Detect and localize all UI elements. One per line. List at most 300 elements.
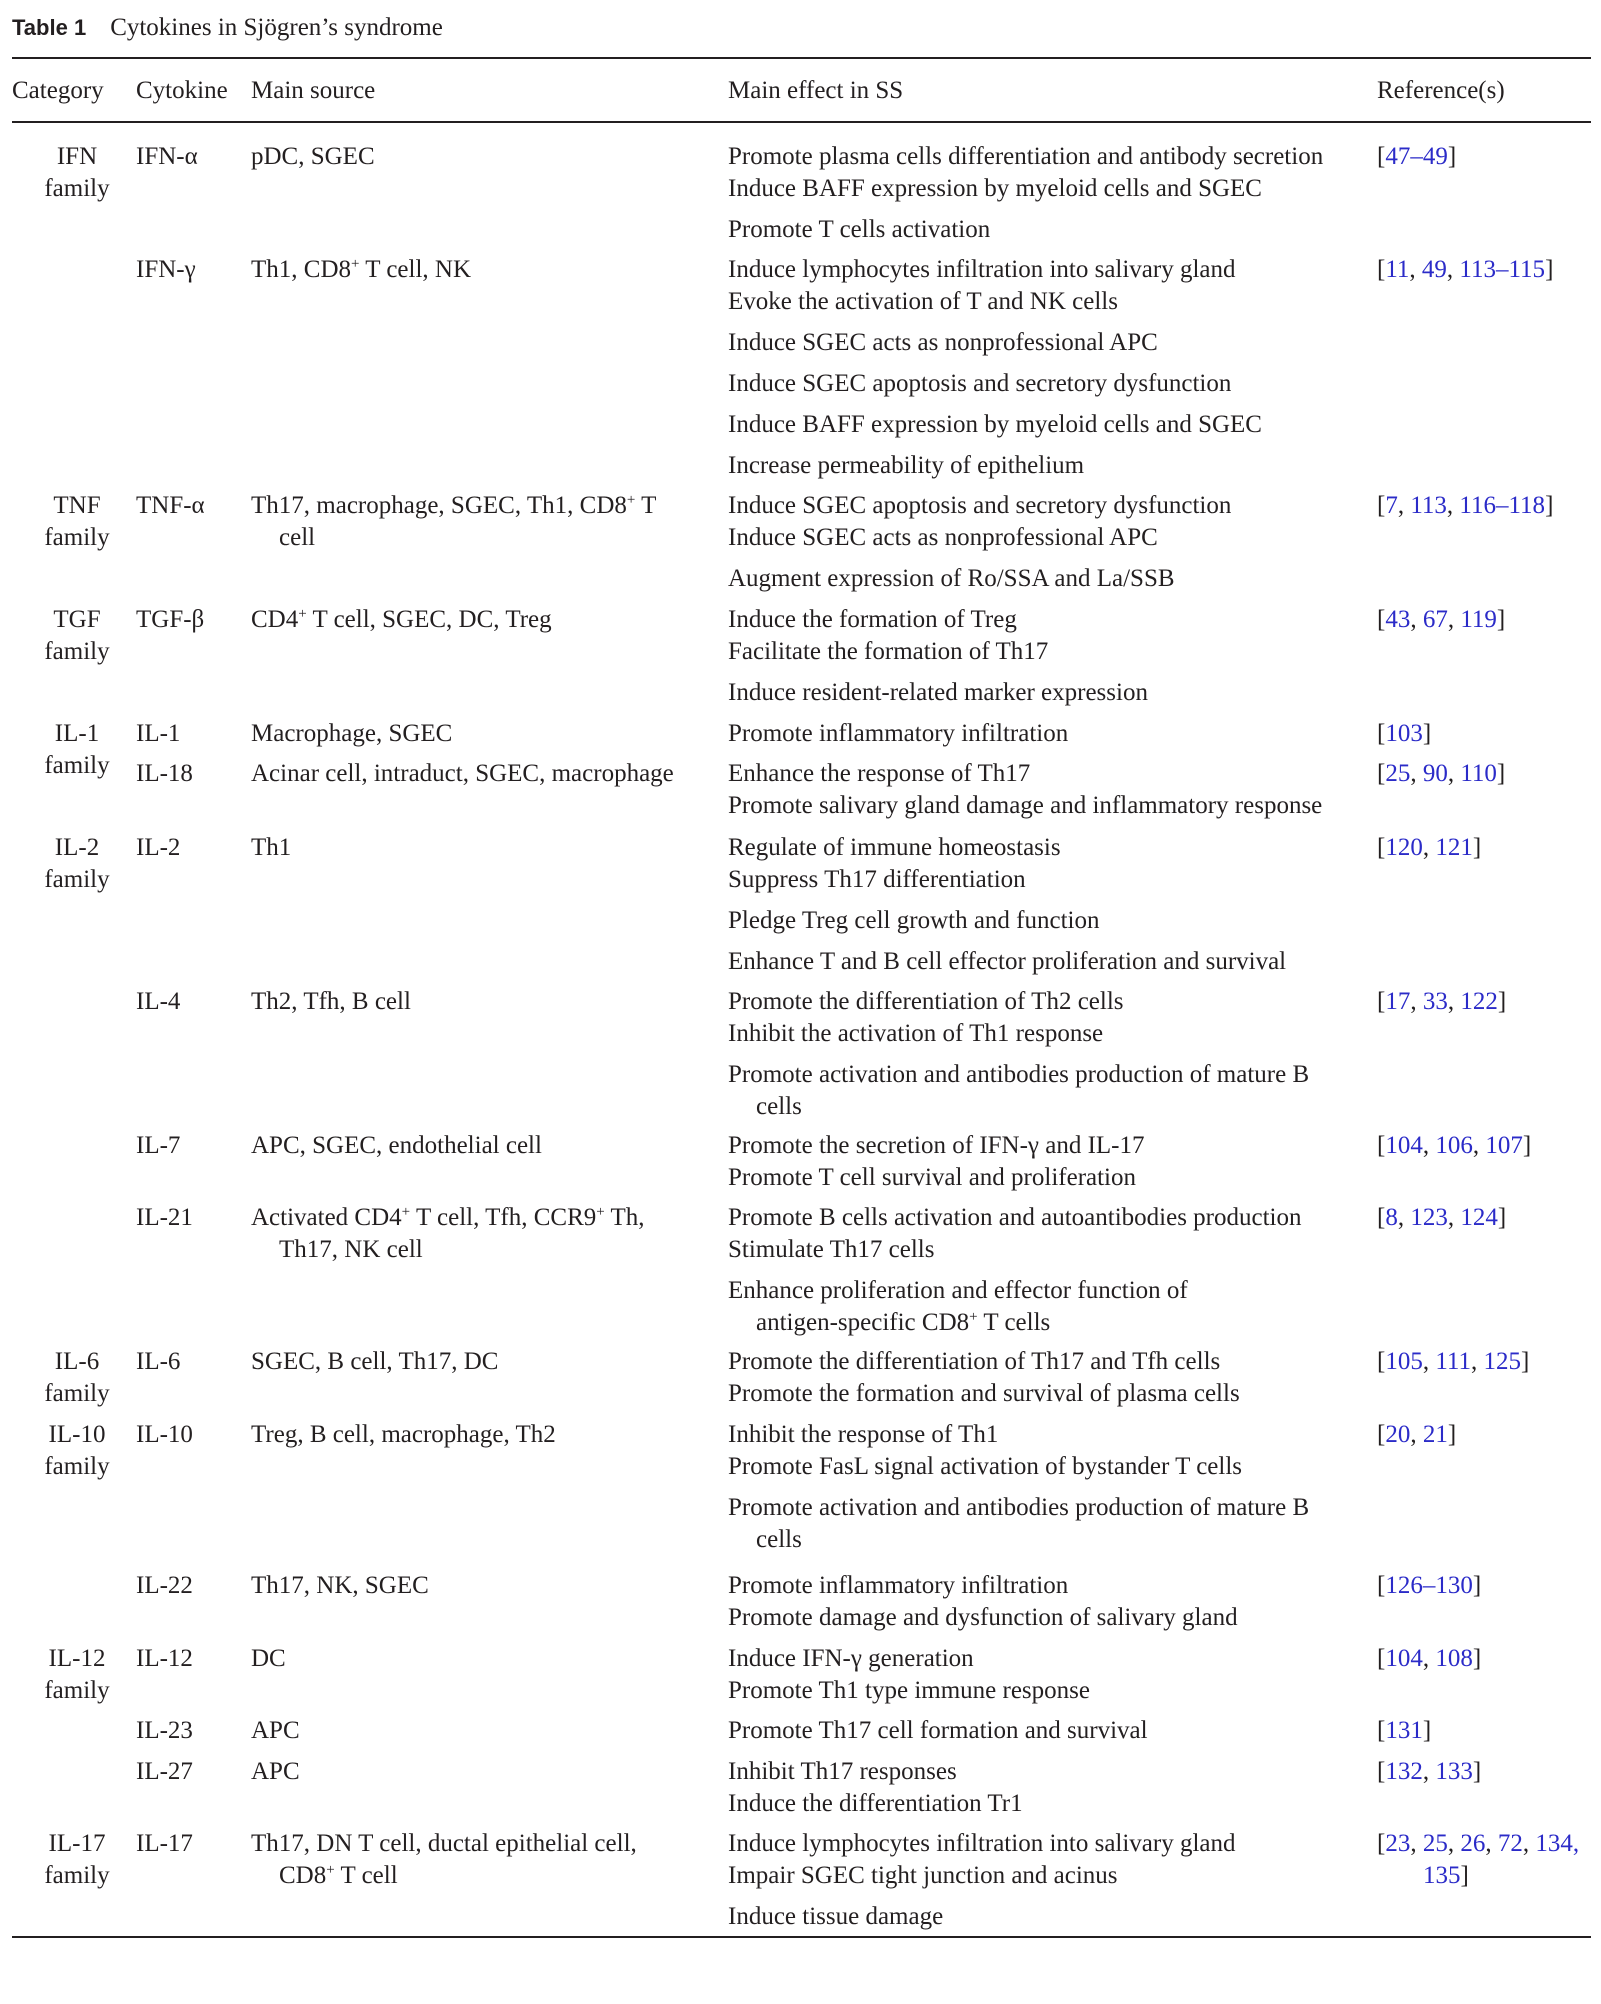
effect-item [728,141,1323,173]
open-bracket: [ [1377,1645,1386,1672]
cell-line [728,368,1231,400]
effect-item [728,368,1231,400]
category-text: family [44,1453,110,1480]
cell-text: Th17, macrophage, SGEC, Th1, CD8 [251,492,627,519]
open-bracket: [ [1377,988,1386,1015]
cell-text: T cell [334,1862,398,1889]
cell-line [251,1234,645,1266]
superscript-plus: + [596,1204,605,1220]
open-bracket: [ [1377,720,1386,747]
category-text: IFN [56,143,98,170]
cell-line [251,1570,429,1602]
header-cytokine: Cytokine [136,77,228,104]
cell-line [728,677,1148,709]
cell-text: Acinar cell, intraduct, SGEC, macrophage [251,760,674,787]
open-bracket: [ [1377,1830,1386,1857]
cell-text: T cell, SGEC, DC, Treg [306,606,552,633]
separator: , [1447,760,1461,787]
open-bracket: [ [1377,606,1386,633]
category-cell [12,718,142,782]
separator: , [1397,1204,1411,1231]
cell-text: cell [279,524,316,551]
category-text: family [44,1677,110,1704]
effect-item [728,490,1231,522]
main-source-cell [251,1202,645,1266]
cell-text: Induce SGEC apoptosis and secretory dysfunction [728,370,1232,397]
cell-line [728,1715,1148,1747]
cell-text: Th2, Tfh, B cell [251,988,411,1015]
main-source-cell [251,490,656,554]
effect-item [728,604,1017,636]
close-bracket: ] [1496,606,1506,633]
cell-line [728,490,1231,522]
main-source-cell [251,1419,556,1451]
category-text: family [44,1862,110,1889]
references-cell [1377,718,1431,750]
cell-line [728,1756,957,1788]
reference-link[interactable]: 134, [1535,1830,1580,1857]
table-label: Table 1 [12,15,87,40]
cell-line [728,522,1158,554]
reference-link[interactable]: 105 [1385,1348,1423,1375]
reference-link[interactable]: 133 [1435,1758,1473,1785]
superscript-plus: + [626,492,636,508]
cell-line [728,1130,1145,1162]
cell-line [728,986,1124,1018]
effect-item [728,1059,1309,1123]
main-source-cell [251,718,452,750]
cell-text: Promote B cells activation and autoantibodies production [728,1204,1302,1231]
open-bracket: [ [1377,143,1386,170]
reference-link[interactable]: 49 [1421,256,1447,283]
reference-line [1377,1202,1506,1234]
effect-item [728,1275,1188,1339]
reference-line [1377,604,1505,636]
close-bracket: ] [1472,1645,1482,1672]
effect-item [728,1018,1103,1050]
references-cell [1377,1643,1481,1675]
cell-text: Th1, CD8 [251,256,351,283]
separator: , [1397,492,1411,519]
reference-link[interactable]: 113 [1410,492,1447,519]
effect-item [728,864,1026,896]
cell-line [728,1202,1302,1234]
cell-text: antigen-specific CD8 [756,1309,970,1336]
reference-link[interactable]: 43 [1385,606,1411,633]
references-cell [1377,1756,1481,1788]
cell-line [728,173,1262,205]
effect-item [728,636,1048,668]
cell-line [728,286,1118,318]
reference-link[interactable]: 123 [1410,1204,1448,1231]
effect-item [728,758,1030,790]
effect-item [728,718,1068,750]
reference-line [1377,1130,1531,1162]
reference-link[interactable]: 47–49 [1385,143,1448,170]
cell-text: SGEC, B cell, Th17, DC [251,1348,499,1375]
reference-line [1377,1643,1481,1675]
category-text: IL-12 [48,1645,106,1672]
top-rule [12,57,1591,59]
cell-line [251,1828,637,1860]
main-source-cell [251,141,375,173]
open-bracket: [ [1377,1348,1386,1375]
open-bracket: [ [1377,1421,1386,1448]
cell-line [728,1860,1118,1892]
reference-link[interactable]: 106 [1435,1132,1473,1159]
effect-item [728,1643,974,1675]
cell-text: Augment expression of Ro/SSA and La/SSB [728,565,1175,592]
effect-item [728,1451,1242,1483]
separator: , [1410,1830,1423,1857]
header-rule [12,121,1591,123]
category-cell [12,1828,142,1892]
reference-link[interactable]: 23 [1385,1830,1411,1857]
reference-link[interactable]: 124 [1460,1204,1498,1231]
reference-line [1377,254,1553,286]
cell-line [728,864,1026,896]
references-cell [1377,490,1553,522]
cell-text: T cell, NK [359,256,472,283]
references-cell [1377,758,1505,790]
cell-text: T [635,492,657,519]
reference-link[interactable]: 119 [1460,606,1497,633]
cell-line [728,1788,1023,1820]
cell-text: Promote the formation and survival of plasma cells [728,1380,1240,1407]
cell-line [251,141,375,173]
cell-line [728,1275,1188,1307]
category-cell [12,1419,142,1483]
open-bracket: [ [1377,834,1386,861]
cell-text: Induce the differentiation Tr1 [728,1790,1023,1817]
close-bracket: ] [1497,988,1507,1015]
effect-item [728,450,1084,482]
references-cell [1377,1202,1506,1234]
category-text: IL-17 [48,1830,106,1857]
reference-link[interactable]: 72 [1497,1830,1523,1857]
reference-line [1377,490,1553,522]
cell-line [728,1018,1103,1050]
effect-item [728,1234,934,1266]
reference-link[interactable]: 107 [1485,1132,1523,1159]
reference-link[interactable]: 125 [1483,1348,1521,1375]
effect-item [728,1130,1145,1162]
effect-item [728,563,1175,595]
cell-text: Promote the differentiation of Th2 cells [728,988,1124,1015]
table-caption [12,14,443,42]
cell-line [728,1675,1090,1707]
close-bracket: ] [1522,1132,1532,1159]
category-text: IL-6 [54,1348,100,1375]
close-bracket: ] [1422,720,1432,747]
effect-item [728,946,1286,978]
separator: , [1472,1132,1486,1159]
cell-text: Induce the formation of Treg [728,606,1017,633]
cytokine-cell: IL-17 [136,1830,193,1857]
cell-line [251,1419,556,1451]
cell-line [728,1643,974,1675]
close-bracket: ] [1520,1348,1530,1375]
category-text: family [44,1380,110,1407]
cell-text: Promote inflammatory infiltration [728,1572,1069,1599]
header-main-source: Main source [251,77,376,104]
effect-item [728,327,1158,359]
cell-text: cells [756,1526,802,1553]
main-source-cell [251,832,291,864]
effect-item [728,1675,1090,1707]
cell-line [728,1378,1240,1410]
cell-line [728,946,1286,978]
reference-link[interactable]: 26 [1460,1830,1486,1857]
cell-line [251,1643,286,1675]
effect-item [728,1788,1023,1820]
header-main-effect: Main effect in SS [728,77,904,104]
effect-item [728,1378,1240,1410]
cell-line [728,409,1262,441]
reference-link[interactable]: 111 [1435,1348,1471,1375]
reference-line [1377,1570,1481,1602]
cell-line [251,254,471,286]
effect-item [728,1901,943,1933]
separator: , [1422,834,1436,861]
reference-line [1377,986,1506,1018]
cell-line [728,1346,1220,1378]
references-cell [1377,604,1505,636]
reference-link[interactable]: 108 [1435,1645,1473,1672]
category-text: family [44,175,110,202]
close-bracket: ] [1496,760,1506,787]
effect-item [728,1419,998,1451]
category-text: IL-1 [54,720,100,747]
cell-text: Facilitate the formation of Th17 [728,638,1049,665]
category-cell [12,1346,142,1410]
reference-link[interactable]: 90 [1422,760,1448,787]
cell-text: Induce SGEC apoptosis and secretory dysfunction [728,492,1232,519]
cell-line [728,141,1323,173]
reference-link[interactable]: 120 [1385,834,1423,861]
reference-link[interactable]: 132 [1385,1758,1423,1785]
cell-text: Induce BAFF expression by myeloid cells and SGEC [728,411,1262,438]
reference-line [1377,1346,1529,1378]
cell-text: Induce resident-related marker expression [728,679,1148,706]
cell-text: Induce tissue damage [728,1903,944,1930]
separator: , [1422,1132,1436,1159]
references-cell [1377,1419,1456,1451]
separator: , [1446,256,1460,283]
bottom-rule [12,1936,1591,1938]
reference-link[interactable]: 116–118 [1459,492,1546,519]
cell-line [728,327,1158,359]
effect-item [728,286,1118,318]
cell-text: APC, SGEC, endothelial cell [251,1132,542,1159]
cell-text: Activated CD4 [251,1204,402,1231]
cell-text: Promote T cell survival and proliferation [728,1164,1137,1191]
cytokine-cell: IL-10 [136,1421,193,1448]
category-text: family [44,524,110,551]
effect-item [728,905,1099,937]
reference-link[interactable]: 67 [1422,606,1448,633]
cell-text: APC [251,1717,300,1744]
category-cell [12,832,142,896]
cell-line [728,1570,1068,1602]
cytokine-cell: IL-18 [136,760,193,787]
cell-text: Enhance the response of Th17 [728,760,1031,787]
main-source-cell [251,1828,637,1892]
reference-link[interactable]: 25 [1385,760,1411,787]
separator: , [1409,256,1422,283]
reference-link[interactable]: 8 [1385,1204,1398,1231]
close-bracket: ] [1497,1204,1507,1231]
reference-link[interactable]: 131 [1385,1717,1423,1744]
cell-text: Induce SGEC acts as nonprofessional APC [728,329,1158,356]
reference-line [1377,1756,1481,1788]
cell-line [251,1346,498,1378]
cell-text: Promote inflammatory infiltration [728,720,1069,747]
effect-item [728,1202,1302,1234]
cell-line [728,1492,1309,1524]
references-cell [1377,141,1456,173]
main-source-cell [251,254,471,286]
cell-text: Promote plasma cells differentiation and antibody secretion [728,143,1324,170]
reference-link[interactable]: 121 [1435,834,1473,861]
cell-text: cells [756,1093,802,1120]
main-source-cell [251,758,674,790]
reference-link[interactable]: 103 [1385,720,1423,747]
separator: , [1447,988,1461,1015]
cell-text: Enhance proliferation and effector function of [728,1277,1188,1304]
category-text: TNF [53,492,101,519]
cell-text: Evoke the activation of T and NK cells [728,288,1118,315]
separator: , [1410,760,1423,787]
reference-link[interactable]: 104 [1385,1132,1423,1159]
effect-item [728,1492,1309,1556]
separator: , [1446,492,1460,519]
cell-text: Suppress Th17 differentiation [728,866,1026,893]
cell-text: CD4 [251,606,299,633]
references-cell [1377,1130,1531,1162]
reference-link[interactable]: 126–130 [1385,1572,1473,1599]
reference-link[interactable]: 122 [1460,988,1498,1015]
cell-line [728,254,1236,286]
cell-line [251,604,552,636]
category-text: IL-10 [48,1421,106,1448]
separator: , [1470,1348,1484,1375]
cell-text: T cells [977,1309,1051,1336]
cell-line [728,1307,1188,1339]
reference-link[interactable]: 17 [1385,988,1411,1015]
header-category: Category [12,77,104,104]
references-cell [1377,1570,1481,1602]
effect-item [728,1602,1238,1634]
separator: , [1410,1421,1423,1448]
cell-text: DC [251,1645,286,1672]
category-text: family [44,638,110,665]
reference-link[interactable]: 113–115 [1459,256,1546,283]
cell-line [728,832,1061,864]
cell-text: Treg, B cell, macrophage, Th2 [251,1421,556,1448]
category-cell [12,1643,142,1707]
references-cell [1377,1828,1579,1892]
open-bracket: [ [1377,1758,1386,1785]
reference-link[interactable]: 135 [1423,1862,1461,1889]
cell-text: Pledge Treg cell growth and function [728,907,1100,934]
open-bracket: [ [1377,1204,1386,1231]
cell-text: Promote T cells activation [728,216,991,243]
cell-line [728,1828,1236,1860]
main-source-cell [251,1715,300,1747]
effect-item [728,1756,957,1788]
cell-text: Induce BAFF expression by myeloid cells and SGEC [728,175,1262,202]
cell-text: Th1 [251,834,292,861]
reference-line [1377,1828,1579,1860]
close-bracket: ] [1472,1758,1482,1785]
reference-link[interactable]: 11 [1385,256,1410,283]
superscript-plus: + [351,256,360,272]
cytokine-cell: IL-23 [136,1717,193,1744]
cell-text: Promote Th1 type immune response [728,1677,1090,1704]
references-cell [1377,254,1553,286]
cell-line [728,1234,934,1266]
cell-text: Inhibit the response of Th1 [728,1421,999,1448]
separator: , [1447,606,1461,633]
reference-link[interactable]: 21 [1422,1421,1448,1448]
references-cell [1377,1346,1529,1378]
cell-line [251,1756,300,1788]
reference-link[interactable]: 33 [1422,988,1448,1015]
category-text: family [44,752,110,779]
cell-text: Enhance T and B cell effector proliferation and survival [728,948,1287,975]
close-bracket: ] [1545,256,1554,283]
reference-link[interactable]: 7 [1385,492,1398,519]
cell-line [728,1901,943,1933]
cell-line [728,758,1030,790]
cell-text: Promote Th17 cell formation and survival [728,1717,1148,1744]
cytokine-cell: TGF-β [136,606,205,633]
cell-line [251,1202,645,1234]
cell-line [251,718,452,750]
cell-line [728,905,1099,937]
main-source-cell [251,986,411,1018]
close-bracket: ] [1545,492,1554,519]
open-bracket: [ [1377,760,1386,787]
cell-text: Induce lymphocytes infiltration into salivary gland [728,256,1236,283]
cell-line [251,832,291,864]
cell-text: Promote damage and dysfunction of salivary gland [728,1604,1238,1631]
cell-text: Impair SGEC tight junction and acinus [728,1862,1118,1889]
separator: , [1447,1830,1461,1857]
cell-text: Induce lymphocytes infiltration into salivary gland [728,1830,1236,1857]
reference-link[interactable]: 25 [1422,1830,1448,1857]
cell-line [251,1715,300,1747]
close-bracket: ] [1422,1717,1432,1744]
cell-text: Inhibit Th17 responses [728,1758,957,1785]
category-cell [12,141,142,205]
effect-item [728,1346,1220,1378]
table-title: Cytokines in Sjögren’s syndrome [110,14,443,41]
category-cell [12,604,142,668]
cytokine-cell: IL-7 [136,1132,181,1159]
effect-item [728,214,990,246]
cell-line [728,1524,1309,1556]
superscript-plus: + [298,606,307,622]
reference-link[interactable]: 20 [1385,1421,1411,1448]
cell-text: Promote activation and antibodies production of mature B [728,1061,1310,1088]
header-references: Reference(s) [1377,77,1505,104]
reference-link[interactable]: 104 [1385,1645,1423,1672]
reference-link[interactable]: 110 [1460,760,1497,787]
effect-item [728,1162,1136,1194]
effect-item [728,1828,1236,1860]
